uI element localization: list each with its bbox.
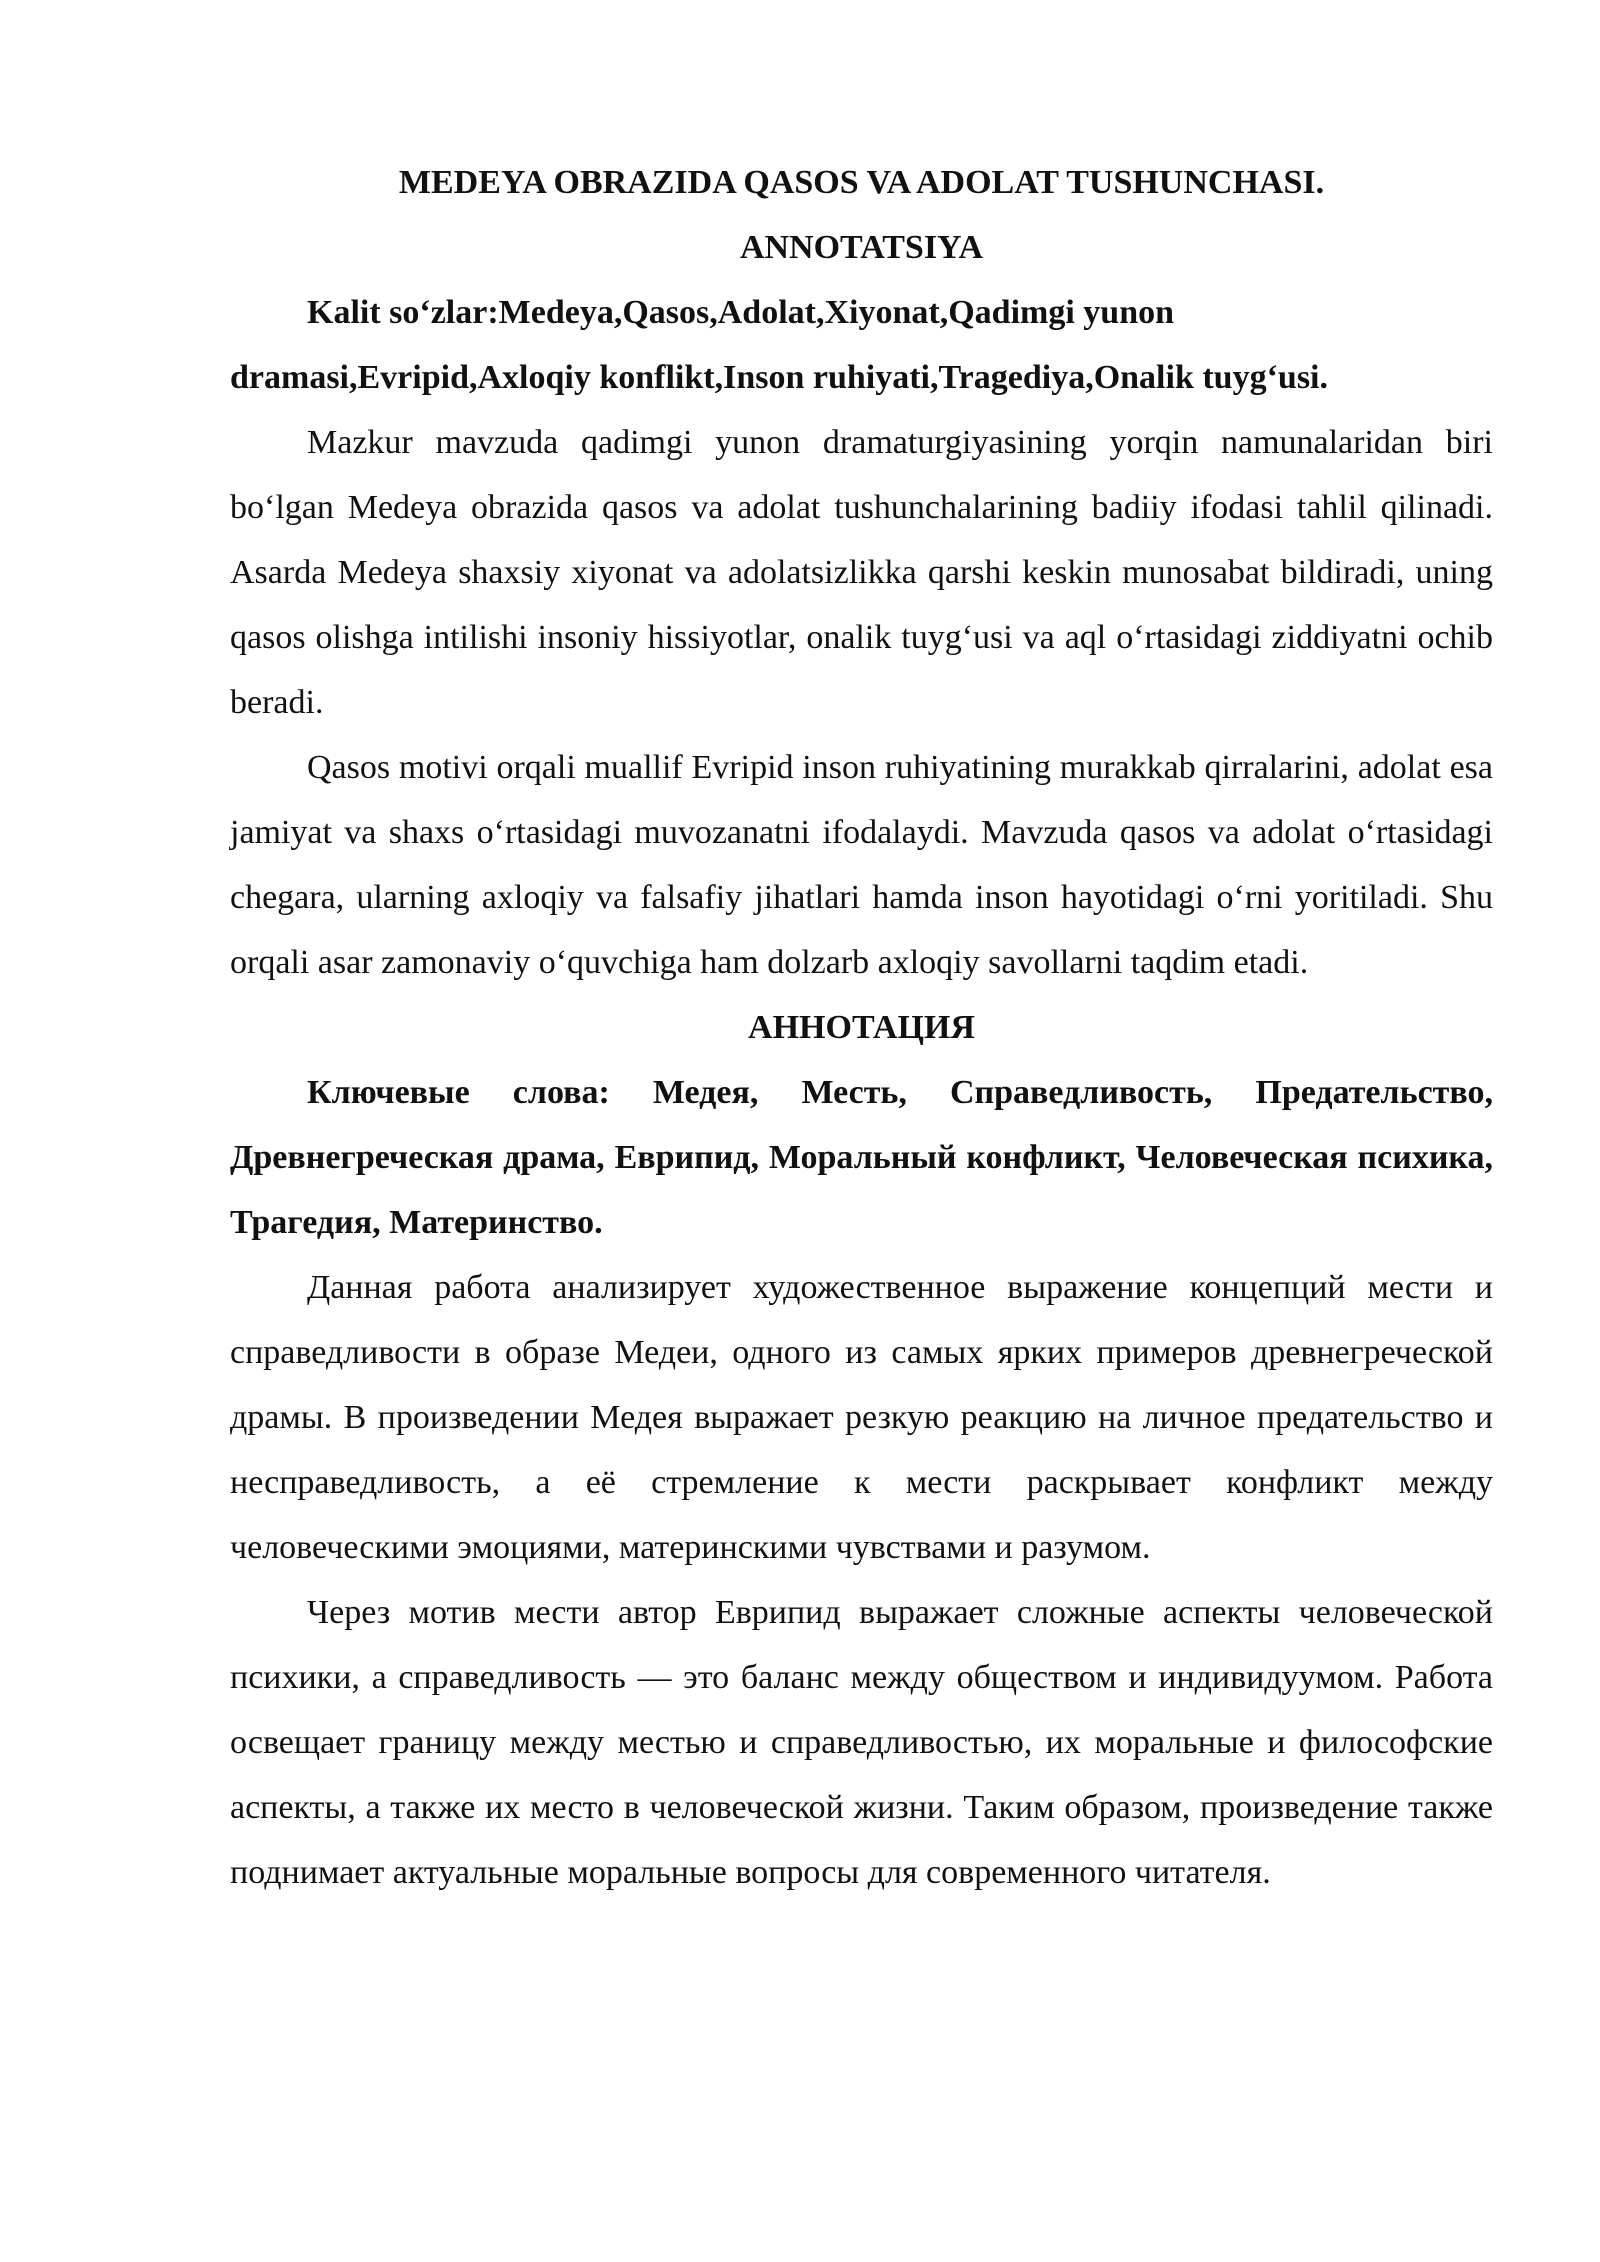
- uz-keywords: Kalit so‘zlar:Medeya,Qasos,Adolat,Xiyonat,Qadimgi yunon dramasi,Evripid,Axloqiy konflikt,Inson ruhiyati,Tragediya,Onalik tuyg‘usi.: [230, 294, 1328, 396]
- uz-paragraph-2: Qasos motivi orqali muallif Evripid inson ruhiyatining murakkab qirralarini, adolat esa jamiyat va shaxs o‘rtasidagi muvozanatni ifodalaydi. Mavzuda qasos va adolat o‘rtasidagi chegara, ularning axloqiy va falsafiy jihatlari hamda inson hayotidagi o‘rni yoritiladi. Shu orqali asar zamonaviy o‘quvchiga ham dolzarb axloqiy savollarni taqdim etadi.: [230, 749, 1493, 981]
- ru-annotation-heading: АННОТАЦИЯ: [748, 1009, 975, 1046]
- document-body: [230, 150, 1493, 1905]
- ru-keywords: Ключевые слова: Медея, Месть, Справедливость, Предательство, Древнегреческая драма, Еврипид, Моральный конфликт, Человеческая психика, Трагедия, Материнство.: [230, 1074, 1493, 1241]
- document-title: MEDEYA OBRAZIDA QASOS VA ADOLAT TUSHUNCHASI.: [398, 164, 1325, 201]
- uz-paragraph-1: Mazkur mavzuda qadimgi yunon dramaturgiyasining yorqin namunalaridan biri bo‘lgan Medeya obrazida qasos va adolat tushunchalarining badiiy ifodasi tahlil qilinadi. Asarda Medeya shaxsiy xiyonat va adolatsizlikka qarshi keskin munosabat bildiradi, uning qasos olishga intilishi insoniy hissiyotlar, onalik tuyg‘usi va aql o‘rtasidagi ziddiyatni ochib beradi.: [230, 424, 1493, 721]
- ru-paragraph-2: Через мотив мести автор Еврипид выражает сложные аспекты человеческой психики, а справедливость — это баланс между обществом и индивидуумом. Работа освещает границу между местью и справедливостью, их моральные и философские аспекты, а также их место в человеческой жизни. Таким образом, произведение также поднимает актуальные моральные вопросы для современного читателя.: [230, 1594, 1493, 1891]
- uz-annotation-heading: ANNOTATSIYA: [739, 229, 984, 266]
- ru-paragraph-1: Данная работа анализирует художественное выражение концепций мести и справедливости в образе Медеи, одного из самых ярких примеров древнегреческой драмы. В произведении Медея выражает резкую реакцию на личное предательство и несправедливость, а её стремление к мести раскрывает конфликт между человеческими эмоциями, материнскими чувствами и разумом.: [230, 1269, 1493, 1566]
